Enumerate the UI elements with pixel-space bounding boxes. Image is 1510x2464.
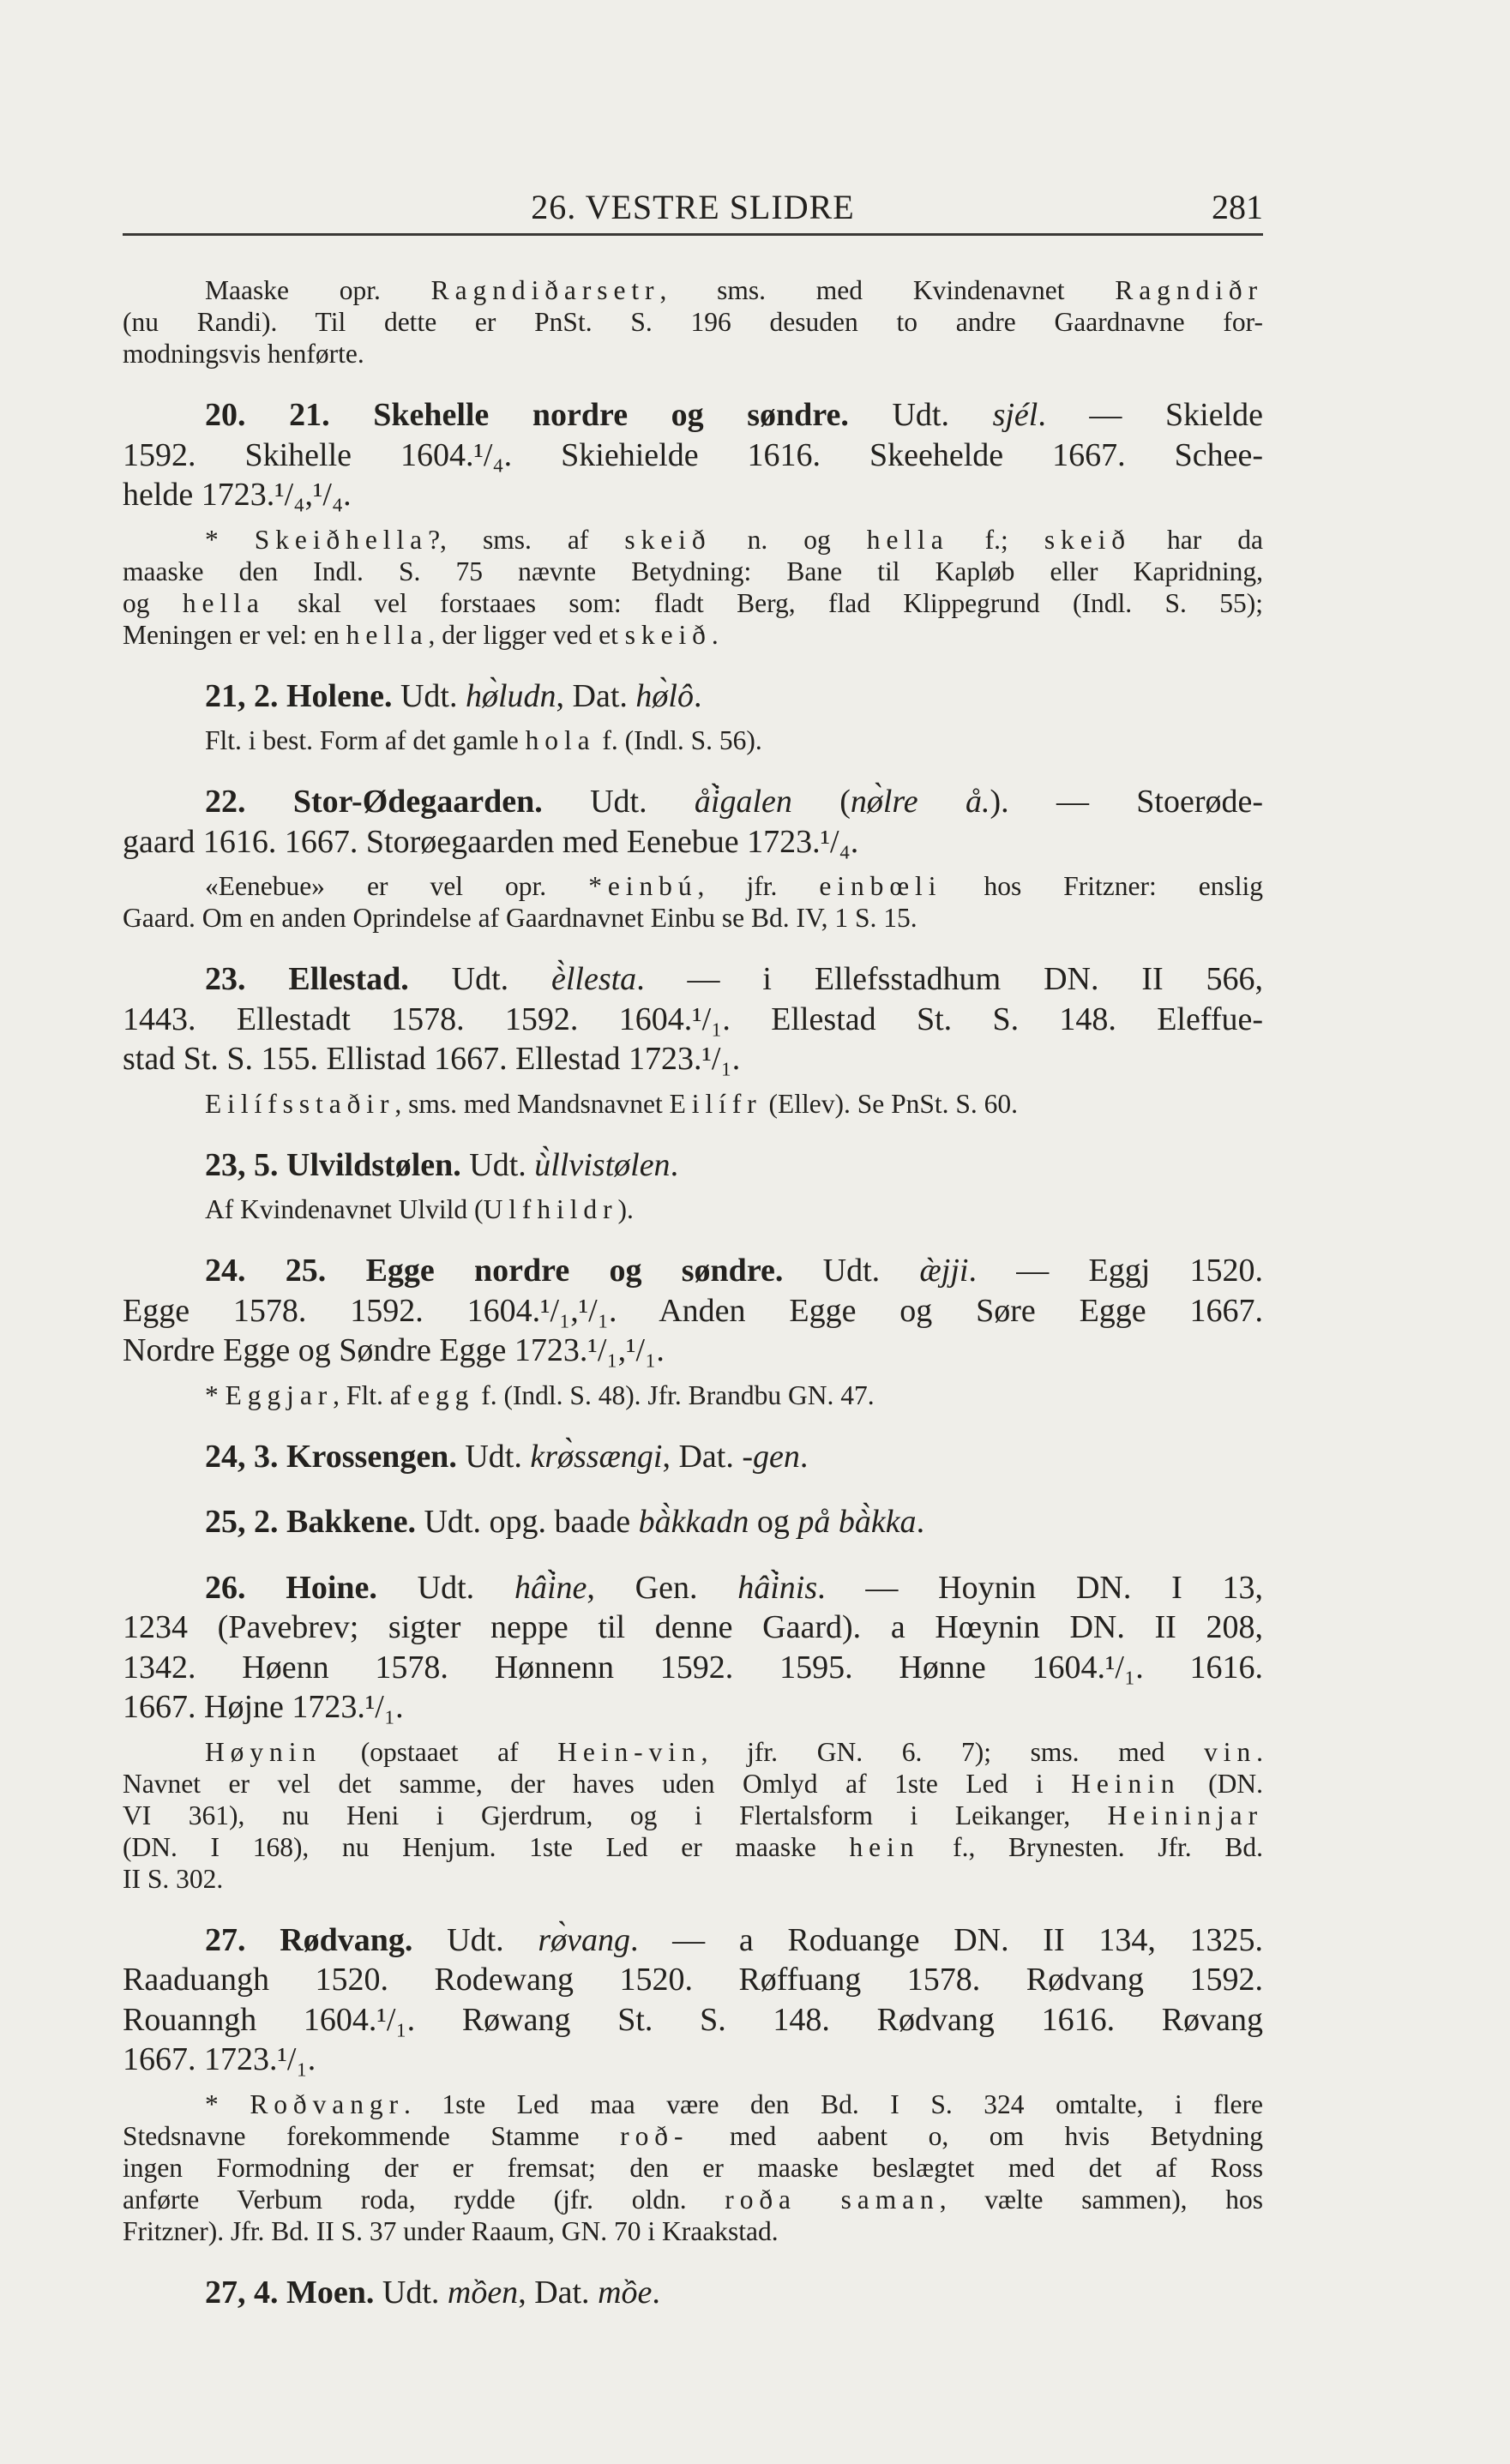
text-line: VI 361), nu Heni i Gjerdrum, og i Flertalsform i Leikanger, Heininjar [123, 1800, 1263, 1830]
text-line: Gaard. Om en anden Oprindelse af Gaardnavnet Einbu se Bd. IV, 1 S. 15. [123, 903, 917, 933]
text-line: ingen Formodning der er fremsat; den er maaske beslægtet med det af Ross [123, 2152, 1263, 2183]
entry-heading: 23, 5. Ulvildstølen. Udt. ù̀llvistølen. [205, 1146, 679, 1183]
text-line: Raaduangh 1520. Rodewang 1520. Røffuang 1578. Rødvang 1592. [123, 1962, 1263, 1998]
text-line: 1443. Ellestadt 1578. 1592. 1604.¹/₁. Ellestad St. S. 148. Eleffue- [123, 1001, 1263, 1037]
entry-27 [123, 1920, 1263, 2080]
entry-25-2 [123, 1502, 1263, 1542]
entry-heading: 27. Rødvang. Udt. rø̀vang. — a Roduange DN. II 134, 1325. [205, 1921, 1264, 1958]
entry-27-4 [123, 2273, 1263, 2313]
text-line: Høynin (opstaaet af Hein-vin, jfr. GN. 6. 7); sms. med vin. [205, 1736, 1264, 1767]
text-line: * Roðvangr. 1ste Led maa være den Bd. I S. 324 omtalte, i flere [205, 2088, 1264, 2119]
text-line: * Eggjar, Flt. af egg f. (Indl. S. 48). Jfr. Brandbu GN. 47. [205, 1379, 875, 1410]
text-line: Meningen er vel: en hella, der ligger ved et skeið. [123, 619, 719, 650]
entry-note [123, 2088, 1263, 2247]
text-line: (nu Randi). Til dette er PnSt. S. 196 desuden to andre Gaardnavne for- [123, 307, 1263, 337]
text-line: gaard 1616. 1667. Storøegaarden med Eenebue 1723.¹/₄. [123, 823, 859, 860]
entry-heading: 26. Hoine. Udt. hâi̇̀ne, Gen. hâi̇̀nis. — Hoynin DN. I 13, [205, 1569, 1264, 1606]
chapter-title: 26. VESTRE SLIDRE [531, 188, 855, 226]
entry-note [123, 1193, 1263, 1225]
entry-24-3 [123, 1437, 1263, 1477]
text-line: 1342. Høenn 1578. Hønnenn 1592. 1595. Hønne 1604.¹/₁. 1616. [123, 1649, 1263, 1686]
text-line: Af Kvindenavnet Ulvild (Ulfhildr). [205, 1194, 634, 1224]
text-line: og hella skal vel forstaaes som: fladt Berg, flad Klippegrund (Indl. S. 55); [123, 587, 1263, 618]
entry-20-21 [123, 395, 1263, 515]
entry-heading: 21, 2. Holene. Udt. hø̀ludn, Dat. hø̀lô. [205, 677, 702, 714]
text-line: Maaske opr. Ragndiðarsetr, sms. med Kvindenavnet Ragndiðr [205, 275, 1263, 305]
text-line: «Eenebue» er vel opr. *einbú, jfr. einbœli hos Fritzner: enslig [205, 871, 1264, 901]
entry-26 [123, 1568, 1263, 1728]
entry-note [123, 1088, 1263, 1120]
text-line: 1667. 1723.¹/₁. [123, 2041, 316, 2077]
text-line: Rouanngh 1604.¹/₁. Røwang St. S. 148. Rødvang 1616. Røvang [123, 2001, 1263, 2038]
entry-heading: 24, 3. Krossengen. Udt. krø̀ssængi, Dat. -gen. [205, 1438, 809, 1475]
entry-23 [123, 959, 1263, 1079]
entry-heading: 24. 25. Egge nordre og søndre. Udt. æ̀jji. — Eggj 1520. [205, 1253, 1264, 1289]
text-line: Nordre Egge og Søndre Egge 1723.¹/₁,¹/₁. [123, 1332, 665, 1368]
entry-24-25 [123, 1251, 1263, 1371]
entry-21-2 [123, 676, 1263, 717]
text-line: Fritzner). Jfr. Bd. II S. 37 under Raaum, GN. 70 i Kraakstad. [123, 2215, 779, 2246]
intro-paragraph [123, 274, 1263, 370]
text-line: 1234 (Pavebrev; sigter neppe til denne Gaard). a Hœynin DN. II 208, [123, 1609, 1263, 1645]
entry-heading: 23. Ellestad. Udt. è̀llesta. — i Ellefsstadhum DN. II 566, [205, 961, 1263, 997]
text-line: Egge 1578. 1592. 1604.¹/₁,¹/₁. Anden Egge og Søre Egge 1667. [123, 1292, 1263, 1329]
page-body [123, 274, 1263, 2312]
text-line: Navnet er vel det samme, der haves uden Omlyd af 1ste Led i Heinin (DN. [123, 1768, 1263, 1799]
entry-heading: 22. Stor-Ødegaarden. Udt. åi̇̀galen (nø̀lre å.). — Stoerøde- [205, 784, 1263, 820]
text-line: anførte Verbum roda, rydde (jfr. oldn. roða saman, vælte sammen), hos [123, 2184, 1263, 2215]
entry-note [123, 724, 1263, 756]
text-line: helde 1723.¹/₄,¹/₄. [123, 477, 352, 513]
text-line: Flt. i best. Form af det gamle hola f. (Indl. S. 56). [205, 725, 762, 755]
page-number: 281 [1212, 188, 1263, 226]
entry-22 [123, 782, 1263, 862]
text-line: (DN. I 168), nu Henjum. 1ste Led er maaske hein f., Brynesten. Jfr. Bd. [123, 1831, 1263, 1862]
entry-heading: 27, 4. Moen. Udt. mồen, Dat. mồe. [205, 2274, 660, 2311]
text-line: II S. 302. [123, 1863, 224, 1894]
entry-heading: 25, 2. Bakkene. Udt. opg. baade bà̀kkadn og på bà̀kka. [205, 1504, 925, 1540]
entry-heading: 20. 21. Skehelle nordre og søndre. Udt. sjél. — Skielde [205, 397, 1264, 433]
text-line: 1592. Skihelle 1604.¹/₄. Skiehielde 1616. Skeehelde 1667. Schee- [123, 436, 1263, 473]
text-line: stad St. S. 155. Ellistad 1667. Ellestad 1723.¹/₁. [123, 1041, 741, 1077]
text-line: maaske den Indl. S. 75 nævnte Betydning: Bane til Kapløb eller Kapridning, [123, 556, 1263, 586]
text-line: 1667. Højne 1723.¹/₁. [123, 1689, 404, 1725]
entry-note [123, 524, 1263, 651]
entry-note [123, 1736, 1263, 1895]
text-line: modningsvis henførte. [123, 339, 364, 369]
running-header [123, 182, 1263, 236]
text-line: Eilífsstaðir, sms. med Mandsnavnet Eilífr (Ellev). Se PnSt. S. 60. [205, 1088, 1019, 1119]
text-line: * Skeiðhella?, sms. af skeið n. og hella f.; skeið har da [205, 524, 1263, 555]
entry-note [123, 870, 1263, 934]
text-line: Stedsnavne forekommende Stamme roð- med aabent o, om hvis Betydning [123, 2120, 1263, 2151]
entry-23-5 [123, 1145, 1263, 1186]
entry-note [123, 1379, 1263, 1411]
